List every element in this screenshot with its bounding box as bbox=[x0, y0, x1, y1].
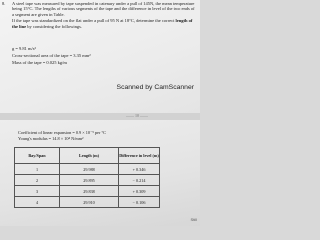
header-length: Length (m) bbox=[60, 148, 119, 164]
cell-difference: − 0.106 bbox=[119, 197, 160, 208]
problem-paragraph-1: A steel tape was measured by tape suspended in catenary under a pull of 145N, the mean temperature being 15°C. The lengths of various segments of the tape and the difference in level of the two ends of a segment are given in Table. bbox=[12, 1, 195, 17]
scanner-watermark: Scanned by CamScanner bbox=[116, 84, 194, 91]
question-number: 8. bbox=[2, 1, 6, 6]
cell-bay: 1 bbox=[15, 164, 60, 175]
cell-bay: 2 bbox=[15, 175, 60, 186]
problem-statement bbox=[12, 1, 196, 31]
page-number-mark: —— 10 —— bbox=[126, 113, 148, 118]
cell-length: 29.895 bbox=[60, 175, 119, 186]
table-header-row bbox=[15, 148, 160, 164]
cross-section-area: Cross-sectional area of the tape = 3.35 mm² bbox=[12, 53, 91, 58]
problem-paragraph-2 bbox=[12, 18, 196, 29]
cell-difference: − 0.214 bbox=[119, 175, 160, 186]
problem-paragraph-3-rest: by considering the followings. bbox=[27, 23, 82, 29]
problem-paragraph-3-bold: length of the line bbox=[12, 18, 193, 29]
cell-length: 29.910 bbox=[60, 197, 119, 208]
table-row bbox=[15, 164, 160, 175]
cell-length: 29.838 bbox=[60, 186, 119, 197]
data-table bbox=[14, 147, 160, 208]
bottom-page bbox=[0, 120, 200, 226]
table-row bbox=[15, 197, 160, 208]
youngs-modulus: Young's modulus = 14.8 × 10⁴ N/mm² bbox=[18, 136, 84, 141]
cell-length: 29.988 bbox=[60, 164, 119, 175]
header-bay: Bay/Span bbox=[15, 148, 60, 164]
cell-bay: 4 bbox=[15, 197, 60, 208]
problem-paragraph-2-text: If the tape was standardized on the flat under a pull of 95 N at 18°C, determine the correct bbox=[12, 18, 175, 24]
coefficient-expansion: Coefficient of linear expansion = 0.9 × 10⁻⁵ per °C bbox=[18, 130, 107, 135]
corner-mark: Still bbox=[190, 217, 197, 222]
tape-mass: Mass of the tape = 0.025 kg/m bbox=[12, 60, 67, 65]
cell-difference: + 0.346 bbox=[119, 164, 160, 175]
g-value: g = 9.81 m/s² bbox=[12, 46, 36, 51]
top-page bbox=[0, 0, 200, 113]
table-row bbox=[15, 175, 160, 186]
cell-bay: 3 bbox=[15, 186, 60, 197]
page-gap bbox=[0, 113, 200, 120]
cell-difference: + 0.309 bbox=[119, 186, 160, 197]
header-difference: Difference in level (m) bbox=[119, 148, 160, 164]
table-row bbox=[15, 186, 160, 197]
